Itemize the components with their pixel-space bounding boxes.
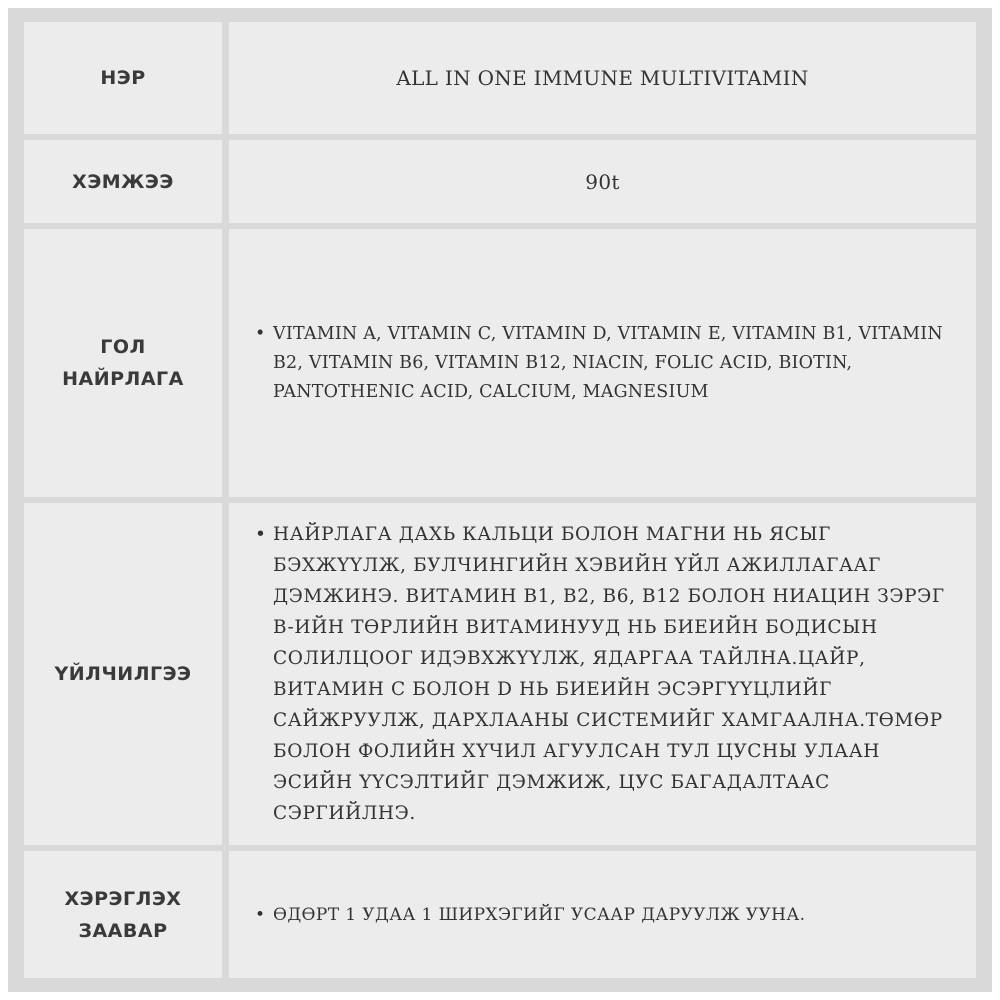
label-name-text: НЭР	[100, 67, 146, 89]
label-ingredients	[24, 229, 222, 497]
value-usage	[229, 851, 976, 978]
label-ingredients-line-2: НАЙРЛАГА	[62, 368, 184, 390]
label-size-text: ХЭМЖЭЭ	[72, 170, 174, 193]
value-effect	[229, 503, 976, 845]
value-ingredients	[229, 229, 976, 497]
label-usage-line-2: ЗААВАР	[78, 919, 168, 942]
value-name	[229, 22, 976, 134]
ingredients-list	[255, 320, 958, 407]
label-ingredients-line-1: ГОЛ	[100, 336, 146, 358]
product-size: 90t	[585, 169, 620, 194]
label-usage	[24, 851, 222, 978]
label-name	[24, 22, 222, 134]
value-size	[229, 140, 976, 223]
effect-list	[255, 519, 958, 829]
label-size	[24, 140, 222, 223]
list-item: • VITAMIN A, VITAMIN C, VITAMIN D, VITAMIN E, VITAMIN B1, VITAMIN B2, VITAMIN B6, VITAMIN B12, NIACIN, FOLIC ACID, BIOTIN, PANTOTHENIC ACID, CALCIUM, MAGNESIUM	[255, 320, 958, 407]
list-item: • ӨДӨРТ 1 УДАА 1 ШИРХЭГИЙГ УСААР ДАРУУЛЖ УУНА.	[255, 901, 805, 929]
product-name: ALL IN ONE IMMUNE MULTIVITAMIN	[396, 66, 809, 90]
usage-list	[255, 901, 805, 929]
label-effect	[24, 503, 222, 845]
list-item: • НАЙРЛАГА ДАХЬ КАЛЬЦИ БОЛОН МАГНИ НЬ ЯСЫГ БЭХЖҮҮЛЖ, БУЛЧИНГИЙН ХЭВИЙН ҮЙЛ АЖИЛЛАГААГ ДЭМЖИНЭ. ВИТАМИН B1, B2, B6, B12 БОЛОН НИАЦИН ЗЭРЭГ B-ИЙН ТӨРЛИЙН ВИТАМИНУУД НЬ БИЕИЙН БОДИСЫН СОЛИЛЦООГ ИДЭВХЖҮҮЛЖ, ЯДАРГАА ТАЙЛНА.ЦАЙР, ВИТАМИН C БОЛОН D НЬ БИЕИЙН ЭСЭРГҮҮЦЛИЙГ САЙЖРУУЛЖ, ДАРХЛААНЫ СИСТЕМИЙГ ХАМГААЛНА.ТӨМӨР БОЛОН ФОЛИЙН ХҮЧИЛ АГУУЛСАН ТУЛ ЦУСНЫ УЛААН ЭСИЙН ҮҮСЭЛТИЙГ ДЭМЖИЖ, ЦУС БАГАДАЛТААС СЭРГИЙЛНЭ.	[255, 519, 958, 829]
spec-table	[8, 8, 992, 992]
label-effect-text: ҮЙЛЧИЛГЭЭ	[54, 663, 192, 685]
label-usage-line-1: ХЭРЭГЛЭХ	[64, 887, 182, 910]
